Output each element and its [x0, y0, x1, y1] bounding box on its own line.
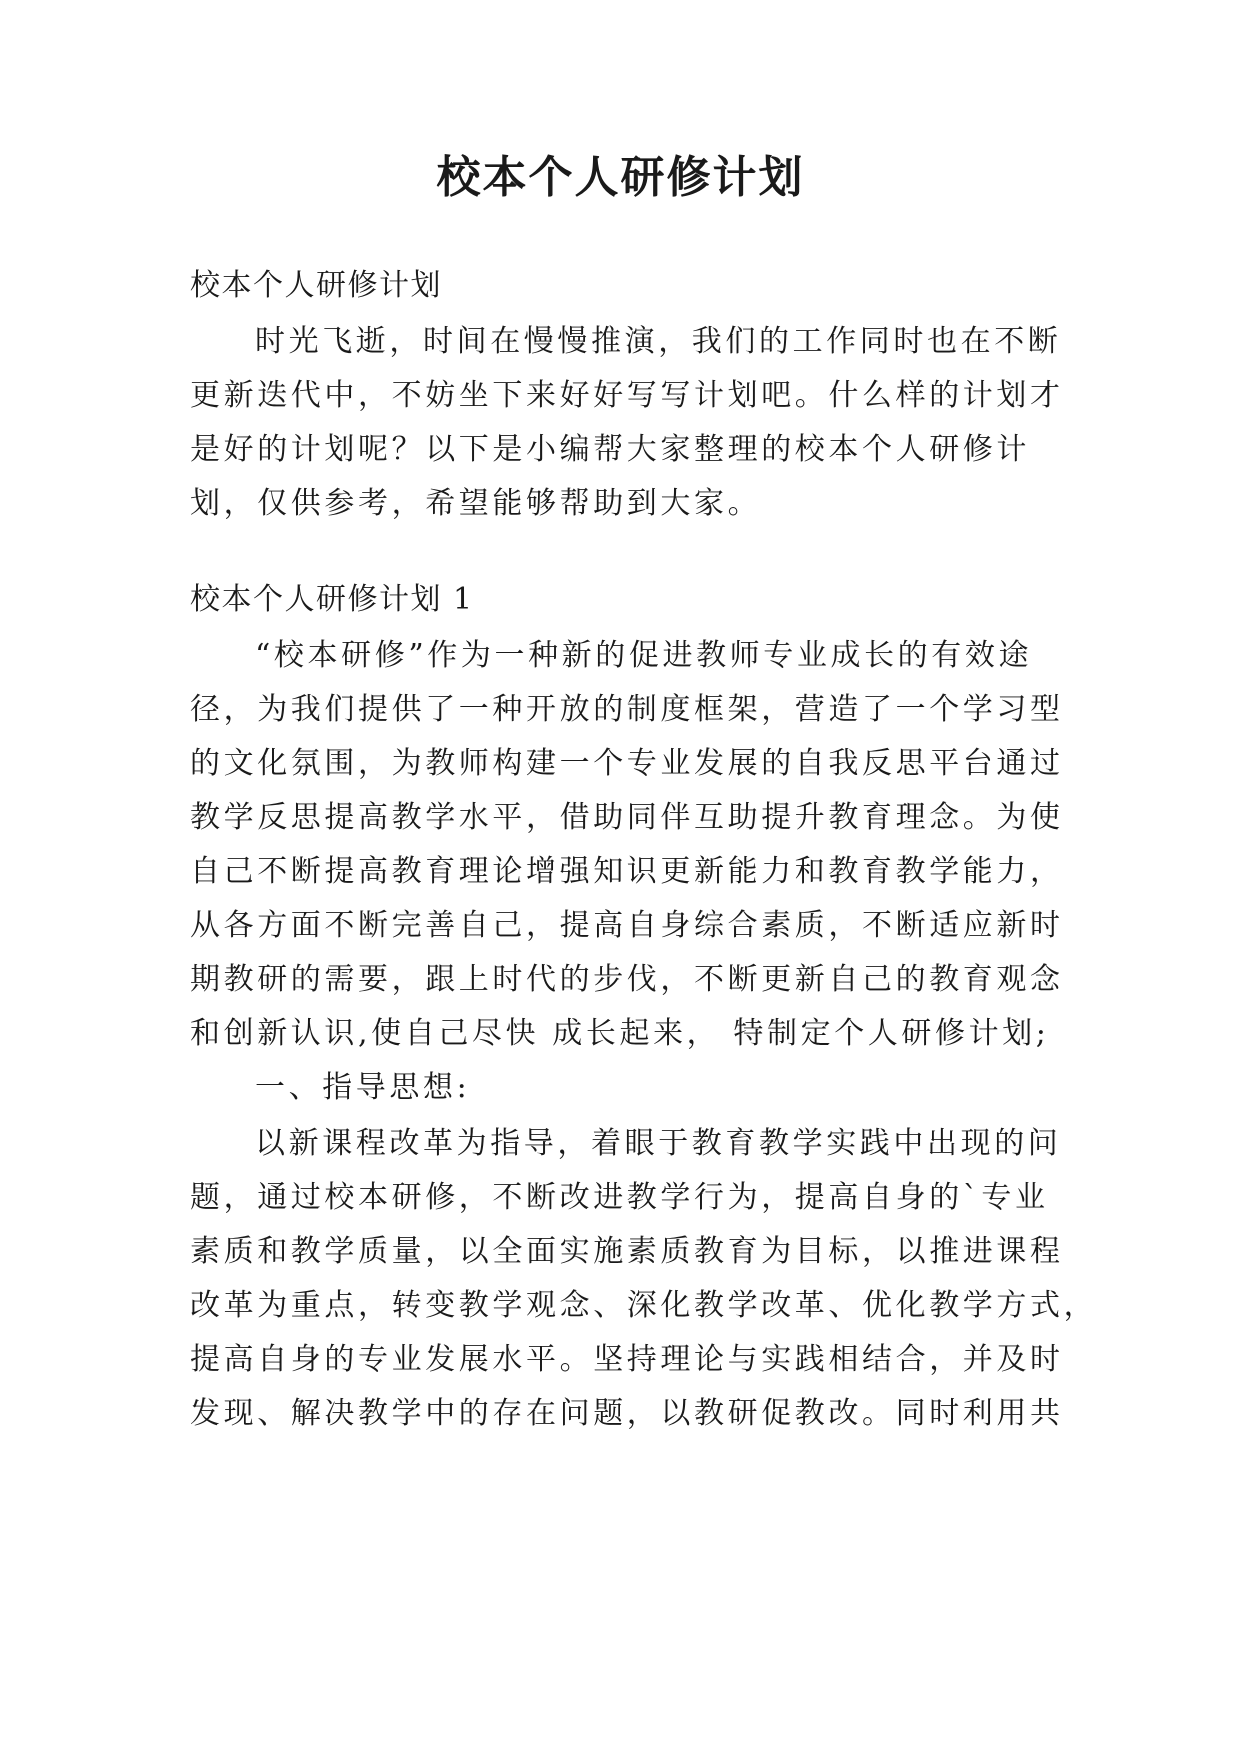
section-line: 教学反思提高教学水平，借助同伴互助提升教育理念。为使 — [190, 800, 1064, 835]
intro-line: 更新迭代中，不妨坐下来好好写写计划吧。什么样的计划才 — [190, 378, 1064, 413]
section-line: 自己不断提高教育理论增强知识更新能力和教育教学能力， — [190, 854, 1064, 889]
guiding-line: 发现、解决教学中的存在问题，以教研促教改。同时利用共 — [190, 1396, 1064, 1431]
document-subtitle: 校本个人研修计划 — [190, 268, 442, 303]
document-title: 校本个人研修计划 — [436, 152, 805, 203]
section-line: 的文化氛围，为教师构建一个专业发展的自我反思平台通过 — [190, 746, 1064, 781]
intro-line: 是好的计划呢？以下是小编帮大家整理的校本个人研修计 — [190, 432, 1030, 467]
guiding-line: 改革为重点，转变教学观念、深化教学改革、优化教学方式， — [190, 1288, 1098, 1323]
section-heading: 校本个人研修计划 1 — [190, 582, 474, 617]
guiding-line: 素质和教学质量，以全面实施素质教育为目标，以推进课程 — [190, 1234, 1064, 1269]
guiding-line: 以新课程改革为指导，着眼于教育教学实践中出现的问 — [255, 1126, 1062, 1161]
guiding-line: 提高自身的专业发展水平。坚持理论与实践相结合，并及时 — [190, 1342, 1064, 1377]
intro-line: 划，仅供参考，希望能够帮助到大家。 — [190, 486, 762, 521]
section-line: 从各方面不断完善自己，提高自身综合素质，不断适应新时 — [190, 908, 1064, 943]
section-line: “校本研修”作为一种新的促进教师专业成长的有效途 — [255, 638, 1033, 673]
section-line: 径，为我们提供了一种开放的制度框架，营造了一个学习型 — [190, 692, 1064, 727]
guiding-line: 题，通过校本研修，不断改进教学行为，提高自身的`专业 — [190, 1180, 1049, 1215]
guiding-heading: 一、指导思想: — [255, 1070, 471, 1105]
section-line: 和创新认识,使自己尽快 成长起来， 特制定个人研修计划; — [190, 1016, 1050, 1051]
intro-line: 时光飞逝，时间在慢慢推演，我们的工作同时也在不断 — [255, 324, 1062, 359]
section-line: 期教研的需要，跟上时代的步伐，不断更新自己的教育观念 — [190, 962, 1064, 997]
